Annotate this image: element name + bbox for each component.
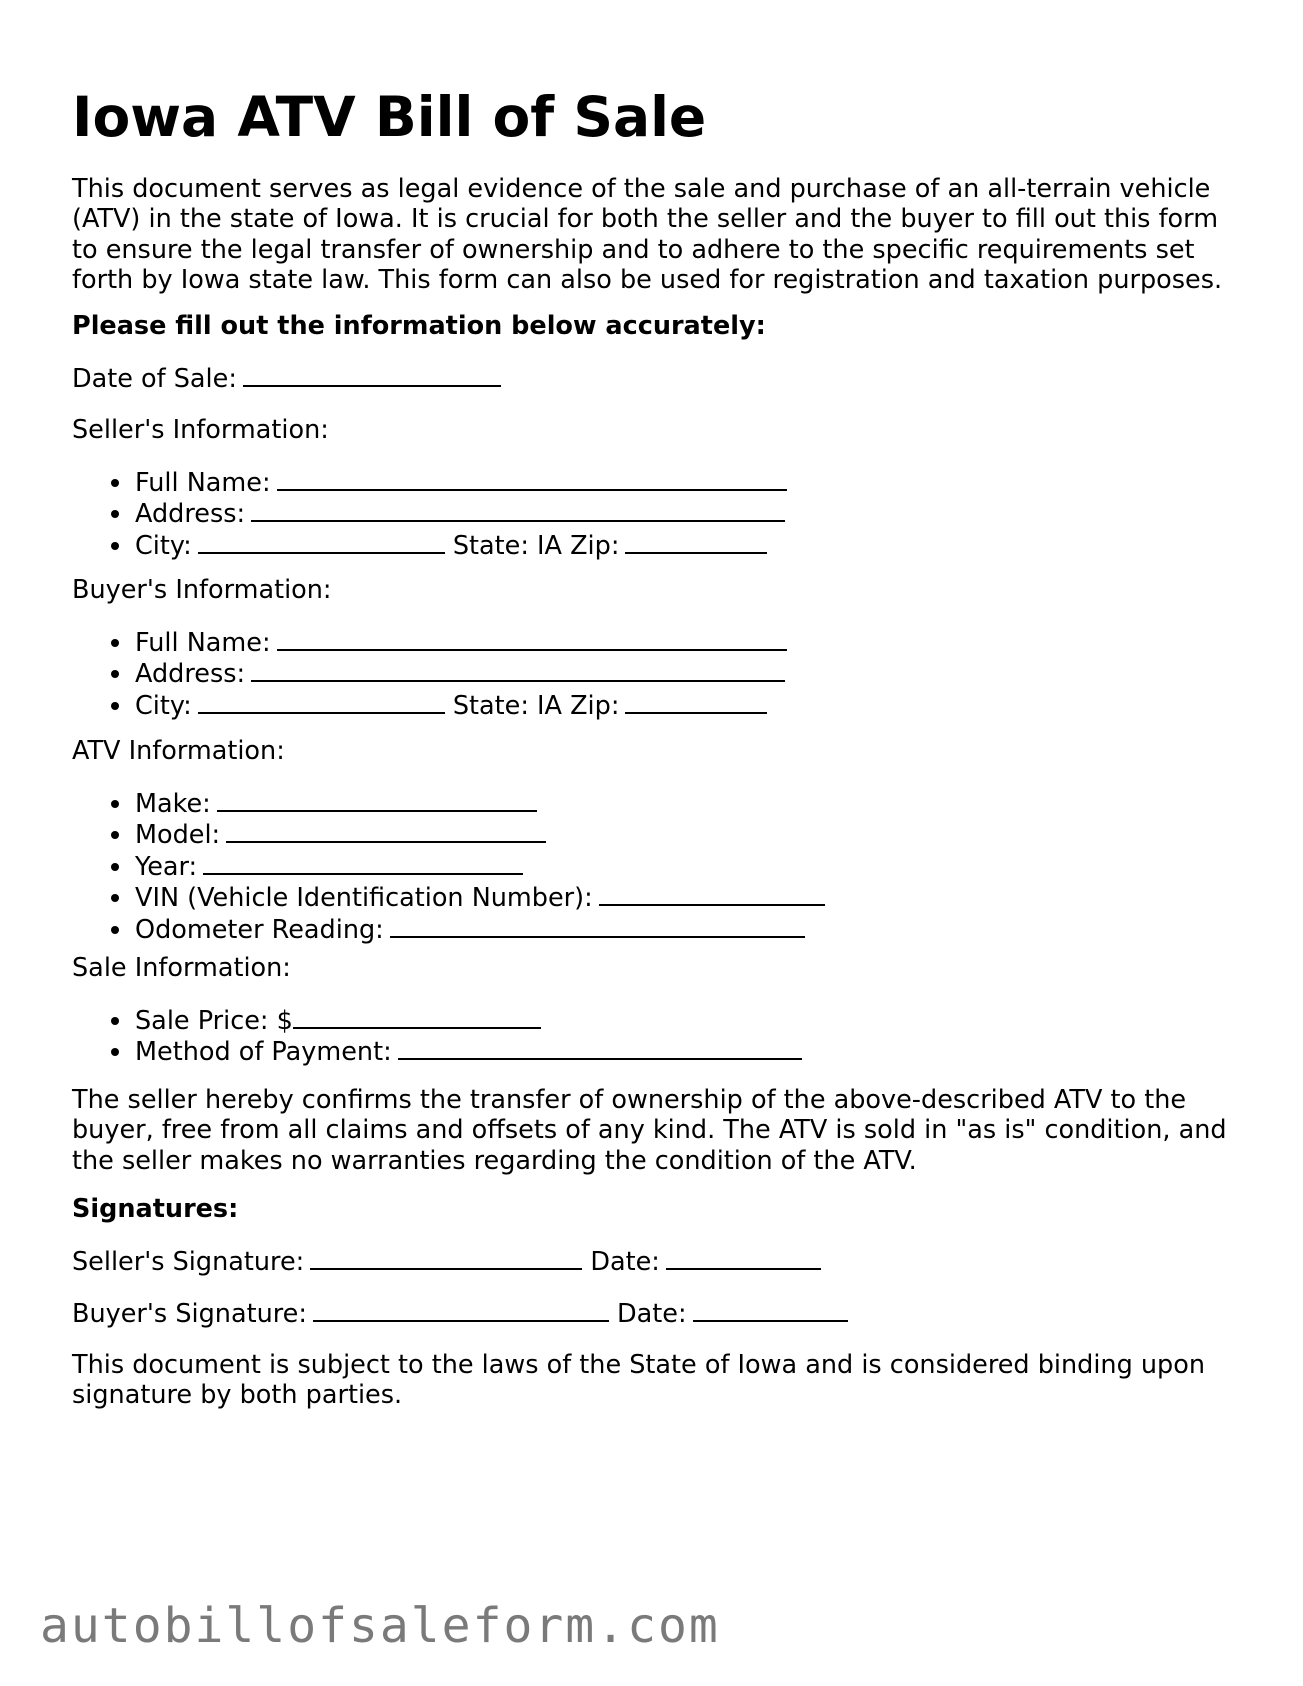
closing-paragraph: This document is subject to the laws of the State of Iowa and is considered binding upon signature by both parties. [72,1350,1205,1411]
sale-price-field[interactable] [293,1005,541,1029]
list-item [72,690,787,721]
atv-heading: ATV Information: [72,736,285,766]
list-item [72,658,787,689]
list-item [72,851,825,882]
date-of-sale-field[interactable] [243,363,501,387]
sale-fields [72,1005,802,1068]
list-item [72,914,825,945]
document-title: Iowa ATV Bill of Sale [72,85,707,149]
list-item [72,530,787,561]
sale-heading: Sale Information: [72,953,291,983]
list-item [72,1005,802,1036]
list-item [72,882,825,913]
seller-zip-field[interactable] [625,530,767,554]
date-of-sale-label: Date of Sale: [72,364,237,394]
buyer-fields [72,627,787,721]
atv-odometer-label: Odometer Reading: [135,914,384,945]
buyer-zip-field[interactable] [625,690,767,714]
buyer-signature-row [72,1298,848,1329]
atv-make-field[interactable] [217,788,537,812]
atv-odometer-field[interactable] [390,914,805,938]
atv-vin-field[interactable] [599,882,825,906]
buyer-state-zip-label: State: IA Zip: [452,690,620,721]
list-item [72,819,825,850]
signatures-heading: Signatures: [72,1194,239,1224]
atv-vin-label: VIN (Vehicle Identification Number): [135,883,593,914]
buyer-address-field[interactable] [251,658,785,682]
seller-date-label: Date: [590,1247,660,1277]
buyer-date-field[interactable] [693,1298,848,1322]
seller-signature-label: Seller's Signature: [72,1247,305,1277]
seller-address-field[interactable] [251,498,785,522]
payment-method-label: Method of Payment: [135,1037,392,1068]
list-item [72,627,787,658]
date-of-sale-row [72,363,501,394]
watermark: autobillofsaleform.com [40,1598,720,1654]
seller-state-zip-label: State: IA Zip: [452,530,620,561]
atv-year-field[interactable] [203,851,523,875]
buyer-signature-label: Buyer's Signature: [72,1299,307,1329]
intro-paragraph: This document serves as legal evidence of the sale and purchase of an all-terrain vehicle (ATV) in the state of Iowa. It is crucial for both the seller and the buyer to fill out this form to ensure the legal transfer of ownership and to adhere to the specific requirements set forth by Iowa state law. This form can also be used for registration and taxation purposes. [72,174,1223,296]
seller-city-field[interactable] [198,530,445,554]
buyer-heading: Buyer's Information: [72,575,332,605]
atv-model-label: Model: [135,820,221,851]
buyer-address-label: Address: [135,659,246,690]
seller-full-name-field[interactable] [277,467,787,491]
buyer-city-field[interactable] [198,690,445,714]
payment-method-field[interactable] [398,1036,802,1060]
seller-date-field[interactable] [666,1246,821,1270]
list-item [72,498,787,529]
buyer-date-label: Date: [617,1299,687,1329]
instruction-heading: Please fill out the information below accurately: [72,311,766,341]
buyer-signature-field[interactable] [313,1298,609,1322]
sale-price-label: Sale Price: $ [135,1006,293,1036]
atv-model-field[interactable] [226,819,546,843]
buyer-full-name-label: Full Name: [135,628,271,658]
seller-signature-row [72,1246,821,1277]
seller-full-name-label: Full Name: [135,468,271,498]
atv-fields [72,788,825,945]
seller-address-label: Address: [135,499,246,530]
seller-signature-field[interactable] [310,1246,582,1270]
list-item [72,467,787,498]
list-item [72,1036,802,1067]
atv-year-label: Year: [135,851,198,882]
confirmation-paragraph: The seller hereby confirms the transfer of ownership of the above-described ATV to the buyer, free from all claims and offsets of any kind. The ATV is sold in "as is" condition, and the seller makes no warranties regarding the condition of the ATV. [72,1085,1227,1176]
seller-city-label: City: [135,530,192,561]
list-item [72,788,825,819]
seller-fields [72,467,787,561]
buyer-full-name-field[interactable] [277,627,787,651]
buyer-city-label: City: [135,690,192,721]
seller-heading: Seller's Information: [72,415,329,445]
atv-make-label: Make: [135,789,211,819]
